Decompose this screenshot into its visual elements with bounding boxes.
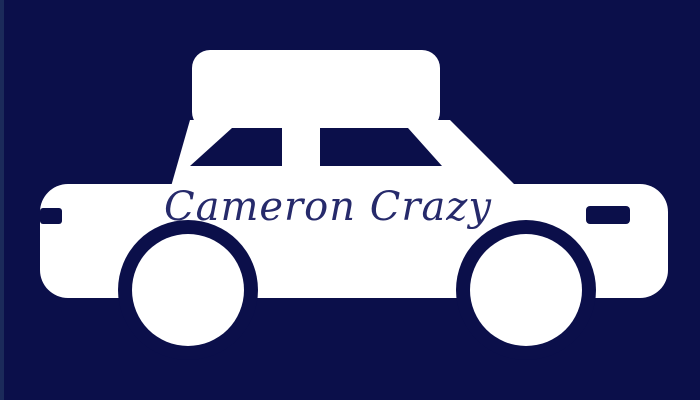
rear-light — [40, 208, 62, 224]
brand-name: Cameron Crazy — [164, 184, 492, 230]
roof-rack — [192, 50, 440, 130]
wheel-left — [132, 234, 244, 346]
wheel-right — [470, 234, 582, 346]
front-light — [586, 206, 630, 224]
